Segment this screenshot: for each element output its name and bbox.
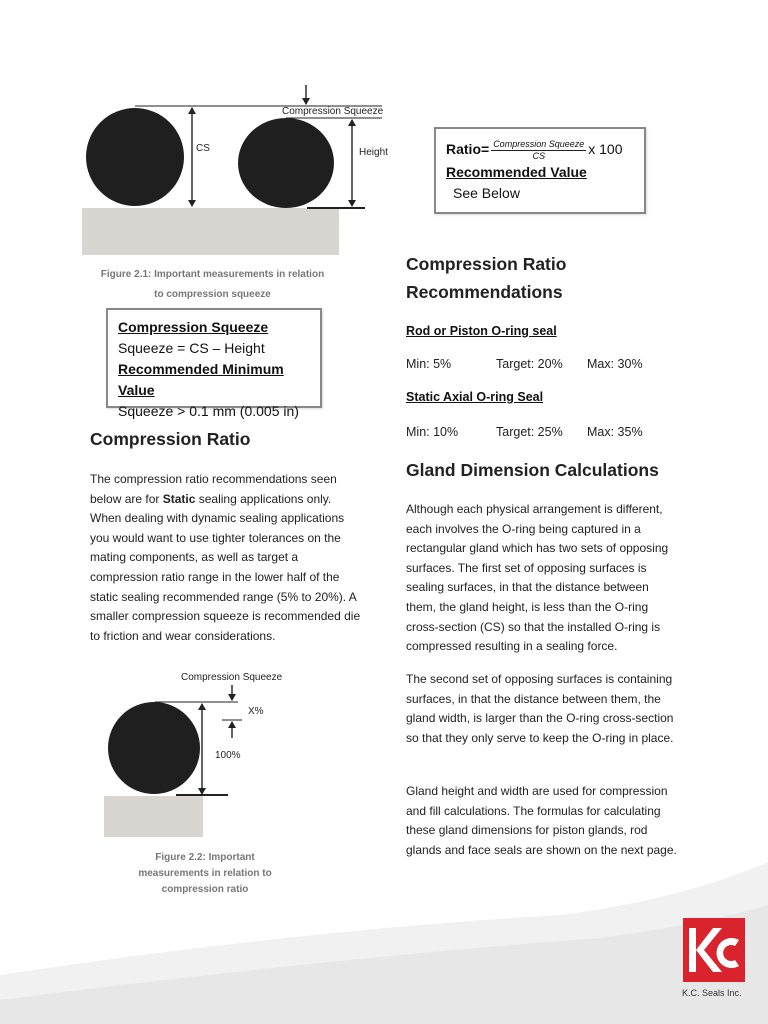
ratio-multiplier: x 100 <box>588 141 623 157</box>
gland-base <box>104 796 203 837</box>
rod-min: Min: 5% <box>406 357 452 371</box>
fig2-x-percent-label: X% <box>248 706 264 717</box>
caption-line: measurements in relation to <box>138 868 272 879</box>
gland-paragraph-2: The second set of opposing surfaces is containing surfaces, in that the distance between them, the gland width, is larger than the O-ring cross-section so that they only serve to keep the O-ring in place. <box>406 672 674 745</box>
para-bold-static: Static <box>162 491 196 506</box>
caption-line: Figure 2.1: Important measurements in relation <box>100 269 325 280</box>
squeeze-title: Compression Squeeze <box>118 319 269 335</box>
rod-target: Target: 20% <box>496 357 563 371</box>
ratio-label: Ratio= <box>446 141 490 157</box>
recommended-value: See Below <box>453 185 520 201</box>
figure-2-2-caption <box>120 850 290 898</box>
fig1-cs-label: CS <box>196 143 210 154</box>
static-min: Min: 10% <box>406 425 459 439</box>
caption-line: compression ratio <box>161 884 249 895</box>
recommended-value-title: Recommended Value <box>446 164 587 180</box>
para-text: The compression ratio recommendations seen below are for <box>90 472 337 506</box>
min-value-title: Recommended Minimum Value <box>118 361 284 398</box>
para-text: sealing applications only. When dealing with dynamic sealing applications you would want to use tighter tolerances on the mating components, as well as target a compression ratio range in the lower half of the static sealing recommended range (5% to 20%). A smaller compression squeeze is recommended die to friction and wear considerations. <box>90 491 361 643</box>
static-max: Max: 35% <box>587 425 643 439</box>
gland-paragraph-1: Although each physical arrangement is different, each involves the O-ring being captured in a rectangular gland which has two sets of opposing surfaces. The first set of opposing surfaces is sealing surfaces, in that the distance between them, the gland height, is less than the O-ring cross-section (CS) so that the installed O-ring is compressed resulting in a sealing force. <box>406 502 669 654</box>
fig2-compression-squeeze-label: Compression Squeeze <box>181 672 283 683</box>
kc-logo-mark <box>683 918 745 982</box>
caption-line: Figure 2.2: Important <box>155 852 255 863</box>
company-name: K.C. Seals Inc. <box>682 988 742 998</box>
heading-line: Recommendations <box>406 282 563 302</box>
ratio-numerator: Compression Squeeze <box>493 138 585 149</box>
fig1-height-label: Height <box>359 147 388 158</box>
gland-heading: Gland Dimension Calculations <box>406 460 659 480</box>
heading-line: Compression Ratio <box>406 254 567 274</box>
recommendations-heading <box>406 250 566 306</box>
ratio-denominator: CS <box>532 150 545 161</box>
squeeze-formula: Squeeze = CS – Height <box>118 340 265 356</box>
caption-line: to compression squeeze <box>154 289 271 300</box>
kc-seals-logo <box>683 918 745 982</box>
static-axial-title: Static Axial O-ring Seal <box>406 390 544 404</box>
fig1-compression-squeeze-label: Compression Squeeze <box>282 106 384 117</box>
compression-ratio-heading: Compression Ratio <box>90 429 251 449</box>
fig2-hundred-percent-label: 100% <box>215 750 241 761</box>
rod-max: Max: 30% <box>587 357 643 371</box>
rod-piston-title: Rod or Piston O-ring seal <box>406 324 557 338</box>
o-ring <box>108 702 200 794</box>
min-value: Squeeze > 0.1 mm (0.005 in) <box>118 403 299 419</box>
gland-paragraph-3: Gland height and width are used for compression and fill calculations. The formulas for calculating these gland dimensions for piston glands, rod glands and face seals are shown on the next page. <box>406 784 677 857</box>
static-target: Target: 25% <box>496 425 563 439</box>
